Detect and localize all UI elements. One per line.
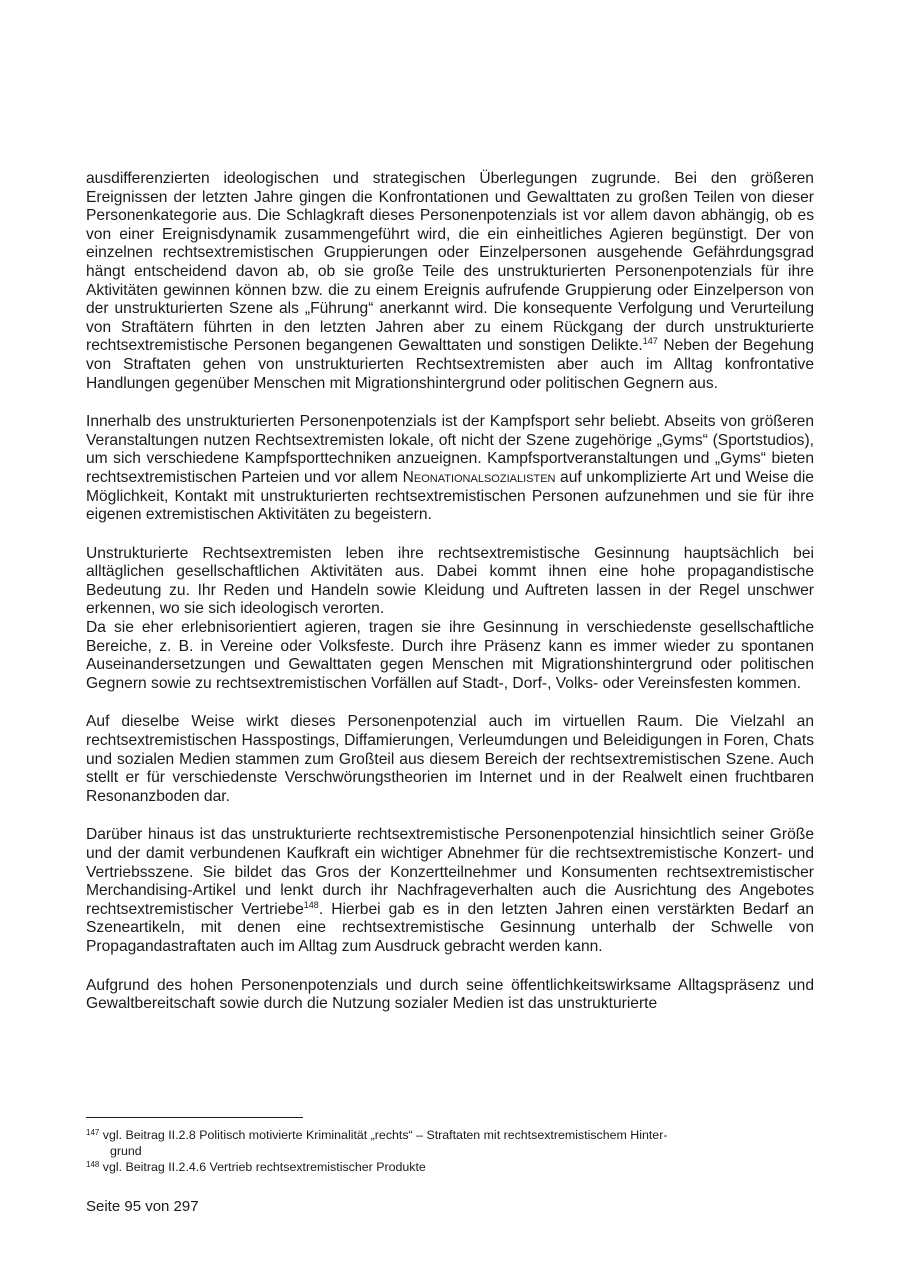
paragraph-7: Aufgrund des hohen Personenpotenzials und durch seine öffentlichkeitswirksame Alltagspräsenz und Gewaltbereitschaft sowie durch die Nutzung sozialer Medien ist das unstrukturierte: [86, 976, 814, 1013]
paragraph-2: [86, 413, 814, 525]
footnote-separator: [86, 1117, 303, 1118]
paragraph-6-text: Darüber hinaus ist das unstrukturierte rechtsextremistische Personenpotenzial hinsichtlich seiner Größe und der damit verbundenen Kaufkraft ein wichtiger Abnehmer für die rechtsextremistische Konzert- und Vertriebsszene. Sie bildet das Gros der Konzertteilnehmer und Konsumenten rechtsextremistischer Merchandising-Artikel und lenkt durch ihr Nachfrageverhalten auch die Ausrichtung des Angebotes rechtsextremistischer Vertriebe: [86, 826, 814, 918]
footnote-text: vgl. Beitrag II.2.4.6 Vertrieb rechtsextremistischer Produkte: [99, 1160, 426, 1174]
footnote-147: [86, 1127, 814, 1159]
paragraph-6-text-cont: . Hierbei gab es in den letzten Jahren einen verstärkten Bedarf an Szeneartikeln, mit denen eine rechtsextremistische Gesinnung unterhalb der Schwelle von Propagandastraftaten auch im Alltag zum Ausdruck gebracht werden kann.: [86, 900, 814, 955]
paragraph-2-text-cont: auf unkomplizierte Art und Weise die Möglichkeit, Kontakt mit unstrukturierten rechtsextremistischen Personen aufzunehmen und sie für ihre eigenen extremistischen Aktivitäten zu begeistern.: [86, 468, 814, 524]
footnote-148: [86, 1159, 814, 1175]
paragraph-3: Unstrukturierte Rechtsextremisten leben ihre rechtsextremistische Gesinnung hauptsächlich bei alltäglichen gesellschaftlichen Aktivitäten aus. Dabei kommt ihnen eine hohe propagandistische Bedeutung zu. Ihr Reden und Handeln sowie Kleidung und Auftreten lassen in der Regel unschwer erkennen, wo sie sich ideologisch verorten.: [86, 544, 814, 618]
page-number: Seite 95 von 297: [86, 1198, 199, 1215]
paragraph-6: [86, 826, 814, 956]
body-text: [86, 170, 814, 1034]
footnote-number: 147: [86, 1128, 100, 1137]
paragraph-5: Auf dieselbe Weise wirkt dieses Personenpotenzial auch im virtuellen Raum. Die Vielzahl an rechtsextremistischen Hasspostings, Diffamierungen, Verleumdungen und Beleidigungen in Foren, Chats und sozialen Medien stammen zum Großteil aus diesem Bereich der rechtsextremistischen Szene. Auch stellt er für verschiedenste Verschwörungstheorien im Internet und in der Realwelt einen fruchtbaren Resonanzboden dar.: [86, 713, 814, 805]
paragraph-1: [86, 170, 814, 393]
footnote-text-cont: grund: [110, 1144, 142, 1158]
footnotes: [86, 1127, 814, 1175]
footnote-text: vgl. Beitrag II.2.8 Politisch motivierte Kriminalität „rechts“ – Straftaten mit rechtsextremistischem Hinter-: [99, 1128, 668, 1142]
footnote-number: 148: [86, 1160, 100, 1169]
paragraph-1-text-cont: Neben der Begehung von Straftaten gehen von unstrukturierten Rechtsextremisten aber auch im Alltag konfrontative Handlungen gegenüber Menschen mit Migrationshintergrund oder politischen Gegnern aus.: [86, 337, 814, 392]
neonationalsozialisten-term: Neonationalsozialisten: [402, 468, 556, 486]
paragraph-4: Da sie eher erlebnisorientiert agieren, tragen sie ihre Gesinnung in verschiedenste gesellschaftliche Bereiche, z. B. in Vereine oder Volksfeste. Durch ihre Präsenz kann es immer wieder zu spontanen Auseinandersetzungen und Gewalttaten gegen Menschen mit Migrationshintergrund oder politischen Gegnern sowie zu rechtsextremistischen Vorfällen auf Stadt-, Dorf-, Volks- oder Vereinsfesten kommen.: [86, 619, 814, 692]
footnote-ref-147[interactable]: 147: [642, 336, 658, 347]
paragraph-2-text: Innerhalb des unstrukturierten Personenpotenzials ist der Kampfsport sehr beliebt. Abseits von größeren Veranstaltungen nutzen Rechtsextremisten lokale, oft nicht der Szene zugehörige „Gyms“ (Sportstudios), um sich verschiedene Kampfsporttechniken anzueignen. Kampfsportveranstaltungen und „Gyms“ bieten rechtsextremistischen Parteien und vor allem: [86, 413, 814, 486]
paragraph-1-text: ausdifferenzierten ideologischen und strategischen Überlegungen zugrunde. Bei den größeren Ereignissen der letzten Jahre gingen die Konfrontationen und Gewalttaten zu großen Teilen von dieser Personenkategorie aus. Die Schlagkraft dieses Personenpotenzials ist vor allem davon abhängig, ob es von einer Ereignisdynamik zusammengeführt wird, die ein einheitliches Agieren begünstigt. Der von einzelnen rechtsextremistischen Gruppierungen oder Einzelpersonen ausgehende Gefährdungsgrad hängt entscheidend davon ab, ob sie große Teile des unstrukturierten Personenpotenzials für ihre Aktivitäten gewinnen können bzw. die zu einem Ereignis aufrufende Gruppierung oder Einzelperson von der unstrukturierten Szene als „Führung“ anerkannt wird. Die konsequente Verfolgung und Verurteilung von Straftätern führten in den letzten Jahren aber zu einem Rückgang der durch unstrukturierte rechtsextremistische Personen begangenen Gewalttaten und sonstigen Delikte.: [86, 170, 814, 355]
footnote-ref-148[interactable]: 148: [303, 899, 319, 910]
